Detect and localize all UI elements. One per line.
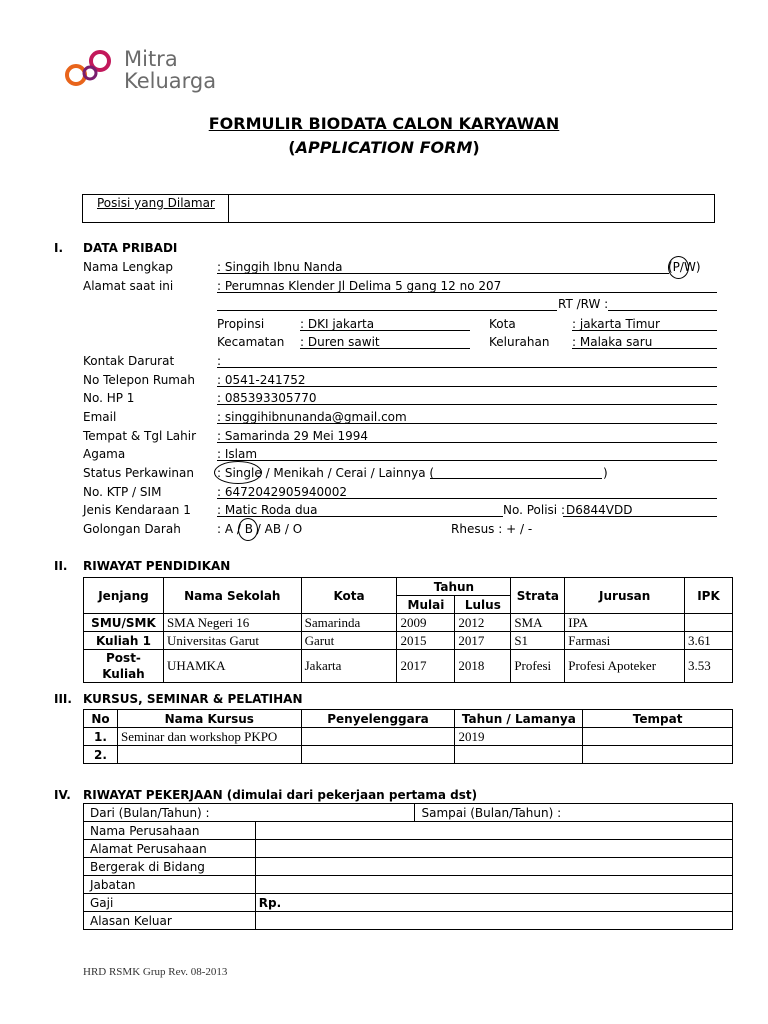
table-row xyxy=(84,632,733,650)
course-penyelenggara[interactable] xyxy=(301,728,455,746)
polisi-value[interactable]: D6844VDD xyxy=(566,503,633,517)
kelurahan-label: Kelurahan xyxy=(489,335,550,349)
nama-value[interactable]: : Singgih Ibnu Nanda xyxy=(217,260,343,274)
footer-revision: HRD RSMK Grup Rev. 08-2013 xyxy=(83,966,228,978)
course-header-nama: Nama Kursus xyxy=(117,710,301,728)
email-line xyxy=(217,423,717,424)
section-1-number: I. xyxy=(54,241,64,255)
edu-header-mulai: Mulai xyxy=(397,596,455,614)
section-2-number: II. xyxy=(54,559,68,573)
subtitle-italic: APPLICATION FORM xyxy=(295,138,473,157)
logo-text-line2: Keluarga xyxy=(124,69,217,93)
table-row xyxy=(84,728,733,746)
section-2-title: RIWAYAT PENDIDIKAN xyxy=(83,559,231,573)
gender-options[interactable]: (P/W) xyxy=(668,260,701,274)
hp-label: No. HP 1 xyxy=(83,391,135,405)
subtitle-open: ( xyxy=(288,138,296,157)
agama-label: Agama xyxy=(83,447,126,461)
table-row xyxy=(84,614,733,632)
posisi-label: Posisi yang Dilamar xyxy=(97,196,215,210)
edu-jenjang: Kuliah 1 xyxy=(84,632,164,650)
rhesus-options[interactable]: Rhesus : + / - xyxy=(451,522,533,536)
table-row xyxy=(84,650,733,683)
darurat-line xyxy=(217,367,717,368)
nama-label: Nama Lengkap xyxy=(83,260,173,274)
course-no: 2. xyxy=(84,746,118,764)
course-penyelenggara[interactable] xyxy=(301,746,455,764)
propinsi-value[interactable]: : DKI jakarta xyxy=(300,317,375,331)
course-header-penyelenggara: Penyelenggara xyxy=(301,710,455,728)
status-single-circle xyxy=(214,461,262,484)
propinsi-label: Propinsi xyxy=(217,317,265,331)
table-row xyxy=(84,894,733,912)
ttl-line xyxy=(217,442,717,443)
edu-ipk[interactable]: 3.53 xyxy=(685,650,733,683)
edu-header-sekolah: Nama Sekolah xyxy=(163,578,301,614)
work-value[interactable] xyxy=(255,912,732,930)
section-1-title: DATA PRIBADI xyxy=(83,241,178,255)
edu-mulai[interactable]: 2015 xyxy=(397,632,455,650)
course-no: 1. xyxy=(84,728,118,746)
kota-label: Kota xyxy=(489,317,516,331)
course-tahun[interactable]: 2019 xyxy=(455,728,583,746)
telp-line xyxy=(217,386,717,387)
courses-table xyxy=(83,709,733,764)
kecamatan-label: Kecamatan xyxy=(217,335,285,349)
edu-strata[interactable]: SMA xyxy=(511,614,565,632)
darah-b-circle xyxy=(238,518,258,541)
edu-strata[interactable]: Profesi xyxy=(511,650,565,683)
table-row xyxy=(84,746,733,764)
edu-kota[interactable]: Samarinda xyxy=(301,614,397,632)
edu-header-kota: Kota xyxy=(301,578,397,614)
email-value[interactable]: : singgihibnunanda@gmail.com xyxy=(217,410,407,424)
polisi-label: No. Polisi : xyxy=(503,503,565,517)
work-table xyxy=(83,803,733,930)
rtrw-label: RT /RW : xyxy=(558,297,609,311)
kelurahan-line xyxy=(572,348,717,349)
edu-lulus[interactable]: 2018 xyxy=(455,650,511,683)
ttl-value[interactable]: : Samarinda 29 Mei 1994 xyxy=(217,429,369,443)
form-title: FORMULIR BIODATA CALON KARYAWAN xyxy=(208,114,560,133)
table-row xyxy=(84,840,733,858)
edu-jenjang: SMU/SMK xyxy=(84,614,164,632)
agama-value[interactable]: : Islam xyxy=(217,447,258,461)
ktp-line xyxy=(217,498,717,499)
section-4-title: RIWAYAT PEKERJAAN (dimulai dari pekerjaan pertama dst) xyxy=(83,788,478,802)
darah-value[interactable]: : A / B / AB / O xyxy=(217,522,303,536)
kendaraan-line xyxy=(217,516,503,517)
work-label: Bergerak di Bidang xyxy=(84,858,256,876)
work-sampai[interactable]: Sampai (Bulan/Tahun) : xyxy=(415,804,733,822)
kendaraan-value[interactable]: : Matic Roda dua xyxy=(217,503,318,517)
work-label: Jabatan xyxy=(84,876,256,894)
course-header-tahun: Tahun / Lamanya xyxy=(455,710,583,728)
edu-mulai[interactable]: 2017 xyxy=(397,650,455,683)
alamat-line-2 xyxy=(217,310,557,311)
telp-value[interactable]: : 0541-241752 xyxy=(217,373,306,387)
alamat-line xyxy=(217,292,717,293)
section-3-title: KURSUS, SEMINAR & PELATIHAN xyxy=(83,692,303,706)
course-nama[interactable]: Seminar dan workshop PKPO xyxy=(117,728,301,746)
edu-lulus[interactable]: 2017 xyxy=(455,632,511,650)
gender-circle xyxy=(668,256,689,279)
work-value[interactable] xyxy=(255,822,732,840)
propinsi-line xyxy=(300,330,470,331)
course-tahun[interactable] xyxy=(455,746,583,764)
logo-text-line1: Mitra xyxy=(124,47,178,71)
subtitle-close: ) xyxy=(472,138,480,157)
email-label: Email xyxy=(83,410,117,424)
work-label: Gaji xyxy=(84,894,256,912)
table-row xyxy=(84,876,733,894)
edu-header-tahun: Tahun xyxy=(397,578,511,596)
logo-mark-icon xyxy=(60,48,122,92)
course-header-tempat: Tempat xyxy=(583,710,733,728)
nama-line xyxy=(217,273,669,274)
darurat-value[interactable]: : xyxy=(217,354,222,368)
posisi-divider xyxy=(228,194,229,222)
edu-mulai[interactable]: 2009 xyxy=(397,614,455,632)
edu-kota[interactable]: Jakarta xyxy=(301,650,397,683)
telp-label: No Telepon Rumah xyxy=(83,373,195,387)
work-value[interactable] xyxy=(255,858,732,876)
polisi-line xyxy=(563,516,717,517)
hp-value[interactable]: : 085393305770 xyxy=(217,391,317,405)
table-row xyxy=(84,822,733,840)
edu-header-jurusan: Jurusan xyxy=(565,578,685,614)
table-row xyxy=(84,912,733,930)
kecamatan-value[interactable]: : Duren sawit xyxy=(300,335,380,349)
section-3-number: III. xyxy=(54,692,72,706)
status-other-line xyxy=(430,478,602,479)
course-header-no: No xyxy=(84,710,118,728)
work-label: Alasan Keluar xyxy=(84,912,256,930)
alamat-value[interactable]: : Perumnas Klender Jl Delima 5 gang 12 no 207 xyxy=(217,279,502,293)
education-table xyxy=(83,577,733,683)
work-label: Nama Perusahaan xyxy=(84,822,256,840)
edu-header-ipk: IPK xyxy=(685,578,733,614)
darurat-label: Kontak Darurat xyxy=(83,354,175,368)
status-value[interactable]: : Single / Menikah / Cerai / Lainnya ( xyxy=(217,466,435,480)
kota-line xyxy=(572,330,717,331)
work-dari[interactable]: Dari (Bulan/Tahun) : xyxy=(84,804,415,822)
rtrw-line xyxy=(608,310,717,311)
posisi-input[interactable] xyxy=(230,196,710,219)
edu-header-jenjang: Jenjang xyxy=(84,578,164,614)
work-label: Alamat Perusahaan xyxy=(84,840,256,858)
edu-kota[interactable]: Garut xyxy=(301,632,397,650)
hp-line xyxy=(217,404,717,405)
course-nama[interactable] xyxy=(117,746,301,764)
ktp-label: No. KTP / SIM xyxy=(83,485,162,499)
table-row xyxy=(84,858,733,876)
edu-ipk[interactable]: 3.61 xyxy=(685,632,733,650)
edu-strata[interactable]: S1 xyxy=(511,632,565,650)
kelurahan-value[interactable]: : Malaka saru xyxy=(572,335,653,349)
course-tempat[interactable] xyxy=(583,746,733,764)
course-tempat[interactable] xyxy=(583,728,733,746)
form-subtitle xyxy=(0,138,768,157)
status-close: ) xyxy=(603,466,608,480)
edu-sekolah[interactable]: SMA Negeri 16 xyxy=(163,614,301,632)
darah-label: Golongan Darah xyxy=(83,522,181,536)
edu-jurusan[interactable]: Profesi Apoteker xyxy=(565,650,685,683)
edu-jurusan[interactable]: IPA xyxy=(565,614,685,632)
logo xyxy=(60,46,230,102)
edu-header-strata: Strata xyxy=(511,578,565,614)
agama-line xyxy=(217,460,717,461)
edu-sekolah[interactable]: Universitas Garut xyxy=(163,632,301,650)
edu-sekolah[interactable]: UHAMKA xyxy=(163,650,301,683)
kecamatan-line xyxy=(300,348,470,349)
edu-header-lulus: Lulus xyxy=(455,596,511,614)
work-value[interactable] xyxy=(255,840,732,858)
edu-jenjang: Post-Kuliah xyxy=(84,650,164,683)
section-4-number: IV. xyxy=(54,788,71,802)
work-value[interactable] xyxy=(255,876,732,894)
status-label: Status Perkawinan xyxy=(83,466,194,480)
edu-ipk[interactable] xyxy=(685,614,733,632)
edu-jurusan[interactable]: Farmasi xyxy=(565,632,685,650)
kota-value[interactable]: : jakarta Timur xyxy=(572,317,660,331)
alamat-label: Alamat saat ini xyxy=(83,279,174,293)
work-value[interactable]: Rp. xyxy=(255,894,732,912)
edu-lulus[interactable]: 2012 xyxy=(455,614,511,632)
ktp-value[interactable]: : 6472042905940002 xyxy=(217,485,348,499)
ttl-label: Tempat & Tgl Lahir xyxy=(83,429,197,443)
kendaraan-label: Jenis Kendaraan 1 xyxy=(83,503,191,517)
